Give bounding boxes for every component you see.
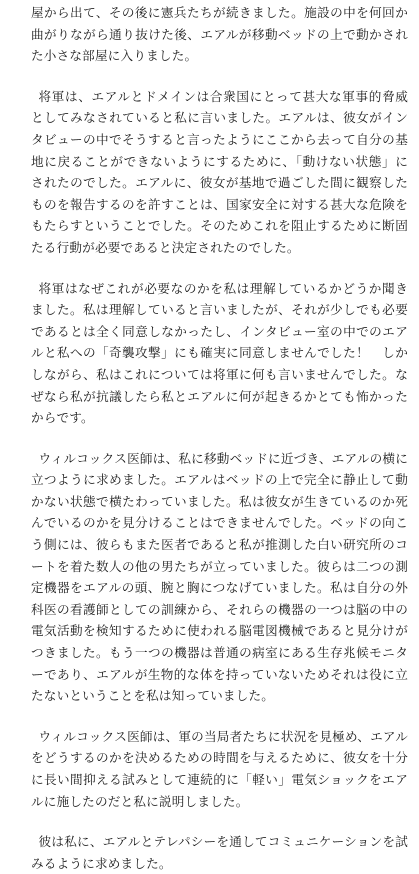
paragraph-5: ウィルコックス医師は、軍の当局者たちに状況を見極め、エアルをどうするのかを決めるための時間を与えるために、彼女を十分に長い間抑える試みとして連続的に「軽い」電気ショックをエアルに施したのだと私に説明しました。 [31, 728, 408, 809]
paragraph-6: 彼は私に、エアルとテレパシーを通してコミュニケーションを試みるように求めました。 [31, 834, 408, 871]
paragraph-1: 屋から出て、その後に憲兵たちが続きました。施設の中を何回か曲がりながら通り抜けた後、エアルが移動ベッドの上で動かされた小さな部屋に入りました。 [31, 5, 408, 64]
paragraph-3: 将軍はなぜこれが必要なのかを私は理解しているかどうか聞きました。私は理解していると言いましたが、それが少しでも必要であるとは全く同意しなかったし、インタビュー室の中でのエアルと私への「奇襲攻撃」にも確実に同意しませんでした！ しかしながら、私はこれについては将軍に何も言いませんでした。なぜなら私が抗議したら私とエアルに何が起きるかとても怖かったからです。 [31, 280, 408, 426]
paragraph-2: 将軍は、エアルとドメインは合衆国にとって甚大な軍事的脅威としてみなされていると私に言いました。エアルは、彼女がインタビューの中でそうすると言ったようにここから去って自分の基地に戻ることができないようにするために、「動けない状態」にされたのでした。エアルに、彼女が基地で過ごした間に観察したものを報告するのを許すことは、国家安全に対する甚大な危険をもたらすということでした。そのためこれを阻止するために断固たる行動が必要であると決定されたのでした。 [31, 88, 408, 255]
paragraph-4: ウィルコックス医師は、私に移動ベッドに近づき、エアルの横に立つように求めました。エアルはベッドの上で完全に静止して動かない状態で横たわっていました。私は彼女が生きているのか死んでいるのかを見分けることはできませんでした。ベッドの向こう側には、彼らもまた医者であると私が推測した白い研究所のコートを着た数人の他の男たちが立っていました。彼らは二つの測定機器をエアルの頭、腕と胸につなげていました。私は自分の外科医の看護師としての訓練から、それらの機器の一つは脳の中の電気活動を検知するために使われる脳電図機械であると見分けがつきました。もう一つの機器は普通の病室にある生存兆候モニターであり、エアルが生物的な体を持っていないためそれは役に立たないということを私は知っていました。 [31, 450, 408, 704]
